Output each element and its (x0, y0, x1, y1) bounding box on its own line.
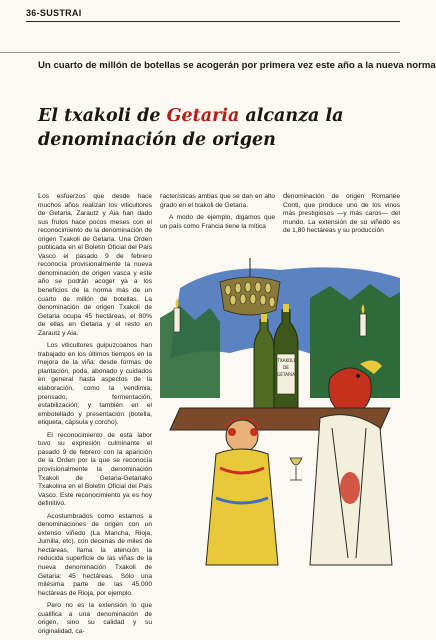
paragraph: A modo de ejemplo, digamos que un país como Francia tiene la mítica (160, 214, 275, 230)
bottle-label-text: TXAKOLI (277, 358, 295, 363)
paragraph: Los viticultores guipuzcoanos han trabajado en los últimos tiempos en la mejora de la viña: desde formas de plantación, poda, abonado y cuidados en general hasta aspectos de la elaboración, como la vendimia, prensado, fermentación, estabilización; y también en el embotellado y presentación (botella, etiqueta, cápsula y corcho). (38, 342, 152, 427)
title-part2: alcanza la denominación de origen (38, 106, 344, 150)
paragraph: El reconocimiento de esta labor tuvo su expresión culminante el pasado 9 de febrero con la aparición de la Orden por la que se reconocía provisionalmente la denominación Txakoli de Getaria-Getariako Txakolina en el Boletín Oficial del País Vasco. Este reconocimiento ya es hoy definitivo. (38, 431, 152, 508)
svg-text:GETARIA: GETARIA (277, 372, 295, 377)
column-3 (283, 192, 400, 240)
column-2 (160, 192, 275, 235)
paragraph: denominación de origen Romanée Conti, que produce uno de los vinos más prestigiosos —y más caros— del mundo. La extensión de su viñedo es de 1,80 hectáreas y su producción (283, 191, 400, 235)
article-title (38, 104, 388, 152)
svg-text:DE: DE (283, 365, 289, 370)
title-highlight: Getaria (166, 106, 240, 126)
paragraph: Los esfuerzos que desde hace muchos años realizan los viticultores de Getaria, Zarautz y Aia han dado sus frutos hace pocos meses con el reconocimiento de la denominación de origen Txakoli de Getaria. Una Orden publicada en el Boletín Oficial del País Vasco el pasado 9 de febrero reconocía provisionalmente la nueva denominación de origen vasca y este año se podrán acoger ya a los beneficios de la norma más de un cuarto de millón de botellas. La denominación de origen Txakoli de Getaria ocupa 45 hectáreas, el 80% de ellas en Getaria y el resto en Zarautz y Aia. (38, 191, 152, 337)
column-1 (38, 192, 152, 640)
txakoli-illustration (160, 258, 400, 565)
page-label: 36-SUSTRAI (26, 8, 82, 18)
deck-text: Un cuarto de millón de botellas se acogerán por primera vez este año a la nueva norma (38, 60, 436, 71)
illustration-drawing (160, 258, 400, 565)
title-part1: El txakoli de (38, 106, 167, 126)
page-header (26, 8, 400, 22)
paragraph: Pero no es la extensión lo que cualifica a una denominación de origen, sino su calidad y su originalidad, ca- (38, 602, 152, 635)
paragraph: racterísticas ambas que se dan en alto grado en el txakoli de Getaria. (160, 191, 275, 209)
paragraph: Acostumbrados como estamos a denominaciones de origen con un extenso viñedo (La Mancha, Rioja, Jumilla, etc), con decenas de miles de hectáreas, llama la atención la reducida superficie de las viñas de la nueva denominación Txakoli de Getaria: 45 hectáreas. Sólo una milésima parte de las 45.000 hectáreas de Rioja, por ejemplo. (38, 512, 152, 597)
top-rule (0, 52, 400, 53)
